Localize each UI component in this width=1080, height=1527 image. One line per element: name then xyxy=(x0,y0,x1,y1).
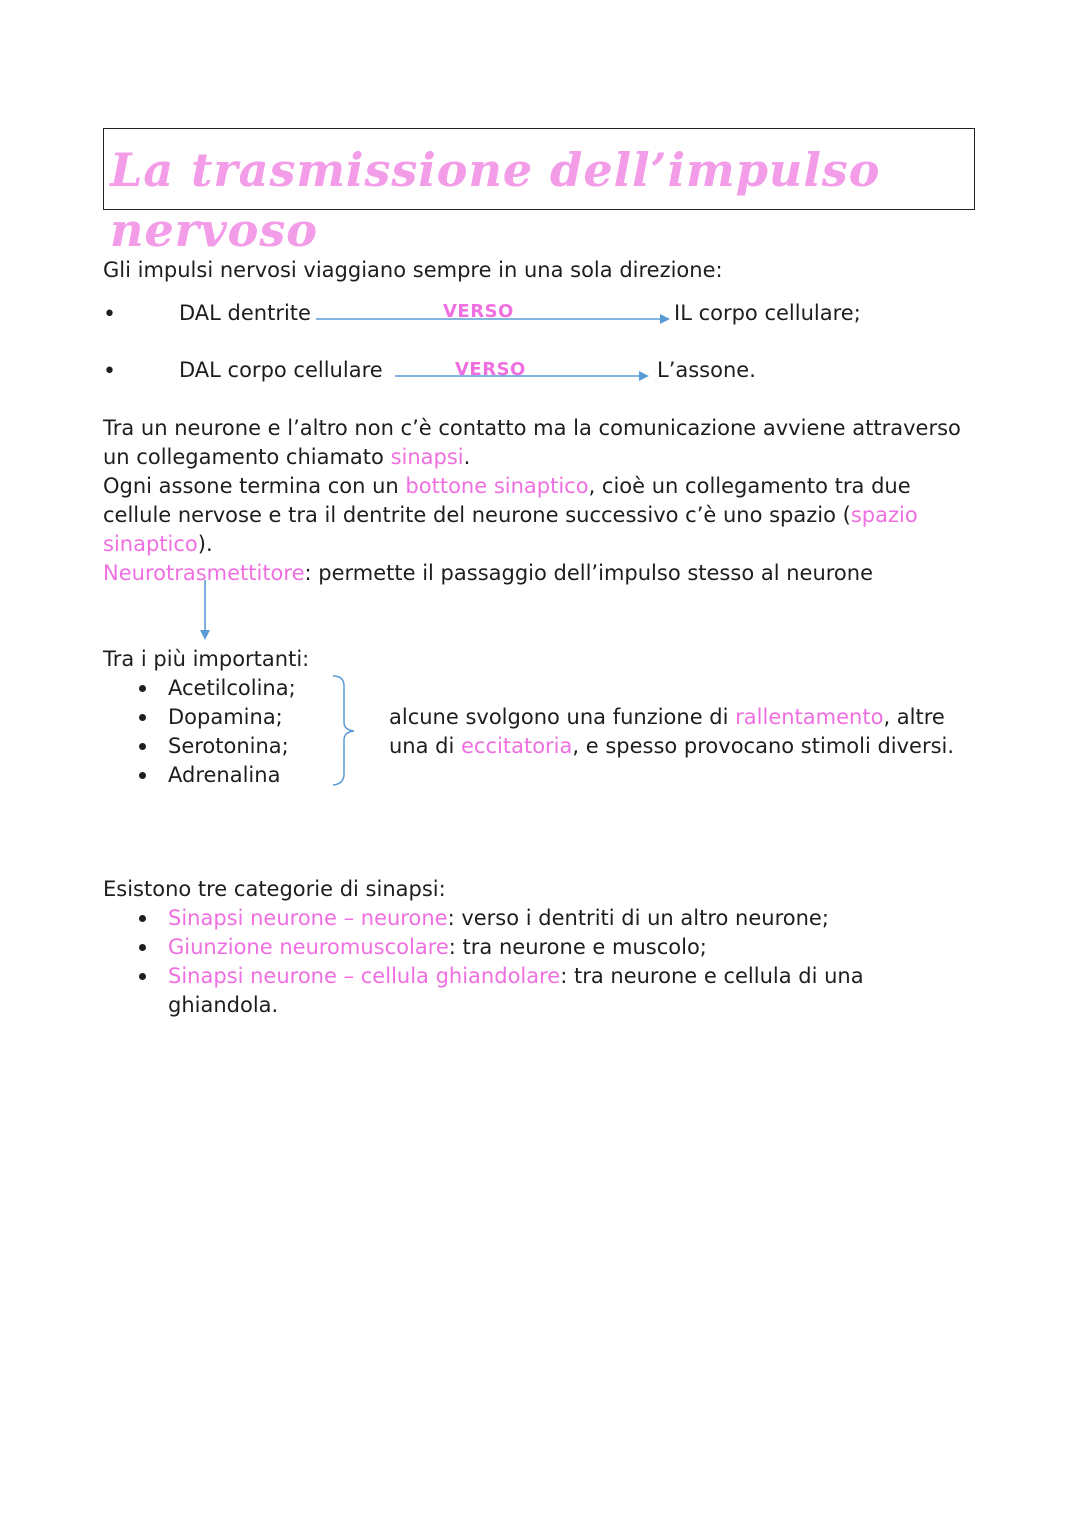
term-rallentamento: rallentamento xyxy=(735,705,884,729)
page-title: La trasmissione dell’impulso nervoso xyxy=(110,140,1080,260)
term-spazio: spazio xyxy=(850,503,918,527)
bullet-dot xyxy=(139,973,146,980)
important-heading: Tra i più importanti: xyxy=(103,647,310,671)
direction-to: L’assone. xyxy=(657,358,756,382)
down-arrow-icon xyxy=(197,580,213,642)
direction-arrow-icon xyxy=(395,369,651,383)
bullet-dot xyxy=(139,685,146,692)
direction-to: IL corpo cellulare; xyxy=(674,301,861,325)
paragraph-line: un collegamento chiamato sinapsi. xyxy=(103,445,471,469)
paragraph-line: sinaptico). xyxy=(103,532,213,556)
intro-text: Gli impulsi nervosi viaggiano sempre in una sola direzione: xyxy=(103,258,723,282)
term-neurotrasmettitore: Neurotrasmettitore xyxy=(103,561,305,585)
bullet-marker: • xyxy=(103,359,116,384)
list-item-continuation: ghiandola. xyxy=(168,993,279,1017)
term-sinaptico: sinaptico xyxy=(103,532,198,556)
important-note-line: una di eccitatoria, e spesso provocano stimoli diversi. xyxy=(389,734,955,758)
term-sinapsi: sinapsi xyxy=(390,445,464,469)
paragraph-line: Neurotrasmettitore: permette il passaggio dell’impulso stesso al neurone xyxy=(103,561,874,585)
list-item: Sinapsi neurone – neurone: verso i dentriti di un altro neurone; xyxy=(168,906,829,930)
direction-from: DAL corpo cellulare xyxy=(179,358,383,382)
list-item: Sinapsi neurone – cellula ghiandolare: tra neurone e cellula di una xyxy=(168,964,864,988)
bullet-marker: • xyxy=(103,302,116,327)
term-bottone-sinaptico: bottone sinaptico xyxy=(405,474,589,498)
bullet-dot xyxy=(139,915,146,922)
list-item: Dopamina; xyxy=(168,705,283,729)
list-item: Serotonina; xyxy=(168,734,289,758)
bullet-dot xyxy=(139,944,146,951)
list-item: Adrenalina xyxy=(168,763,281,787)
direction-verso: VERSO xyxy=(455,359,526,380)
paragraph-line: cellule nervose e tra il dentrite del neurone successivo c’è uno spazio (spazio xyxy=(103,503,918,527)
bullet-dot xyxy=(139,772,146,779)
list-item: Acetilcolina; xyxy=(168,676,296,700)
list-item: Giunzione neuromuscolare: tra neurone e muscolo; xyxy=(168,935,707,959)
term-eccitatoria: eccitatoria xyxy=(461,734,573,758)
bullet-dot xyxy=(139,714,146,721)
important-note-line: alcune svolgono una funzione di rallentamento, altre xyxy=(389,705,945,729)
direction-from: DAL dentrite xyxy=(179,301,311,325)
paragraph-line: Tra un neurone e l’altro non c’è contatto ma la comunicazione avviene attraverso xyxy=(103,416,961,440)
categories-heading: Esistono tre categorie di sinapsi: xyxy=(103,877,446,901)
direction-arrow-icon xyxy=(316,312,672,326)
paragraph-line: Ogni assone termina con un bottone sinaptico, cioè un collegamento tra due xyxy=(103,474,911,498)
bullet-dot xyxy=(139,743,146,750)
brace-icon xyxy=(330,674,362,788)
direction-verso: VERSO xyxy=(443,301,514,322)
